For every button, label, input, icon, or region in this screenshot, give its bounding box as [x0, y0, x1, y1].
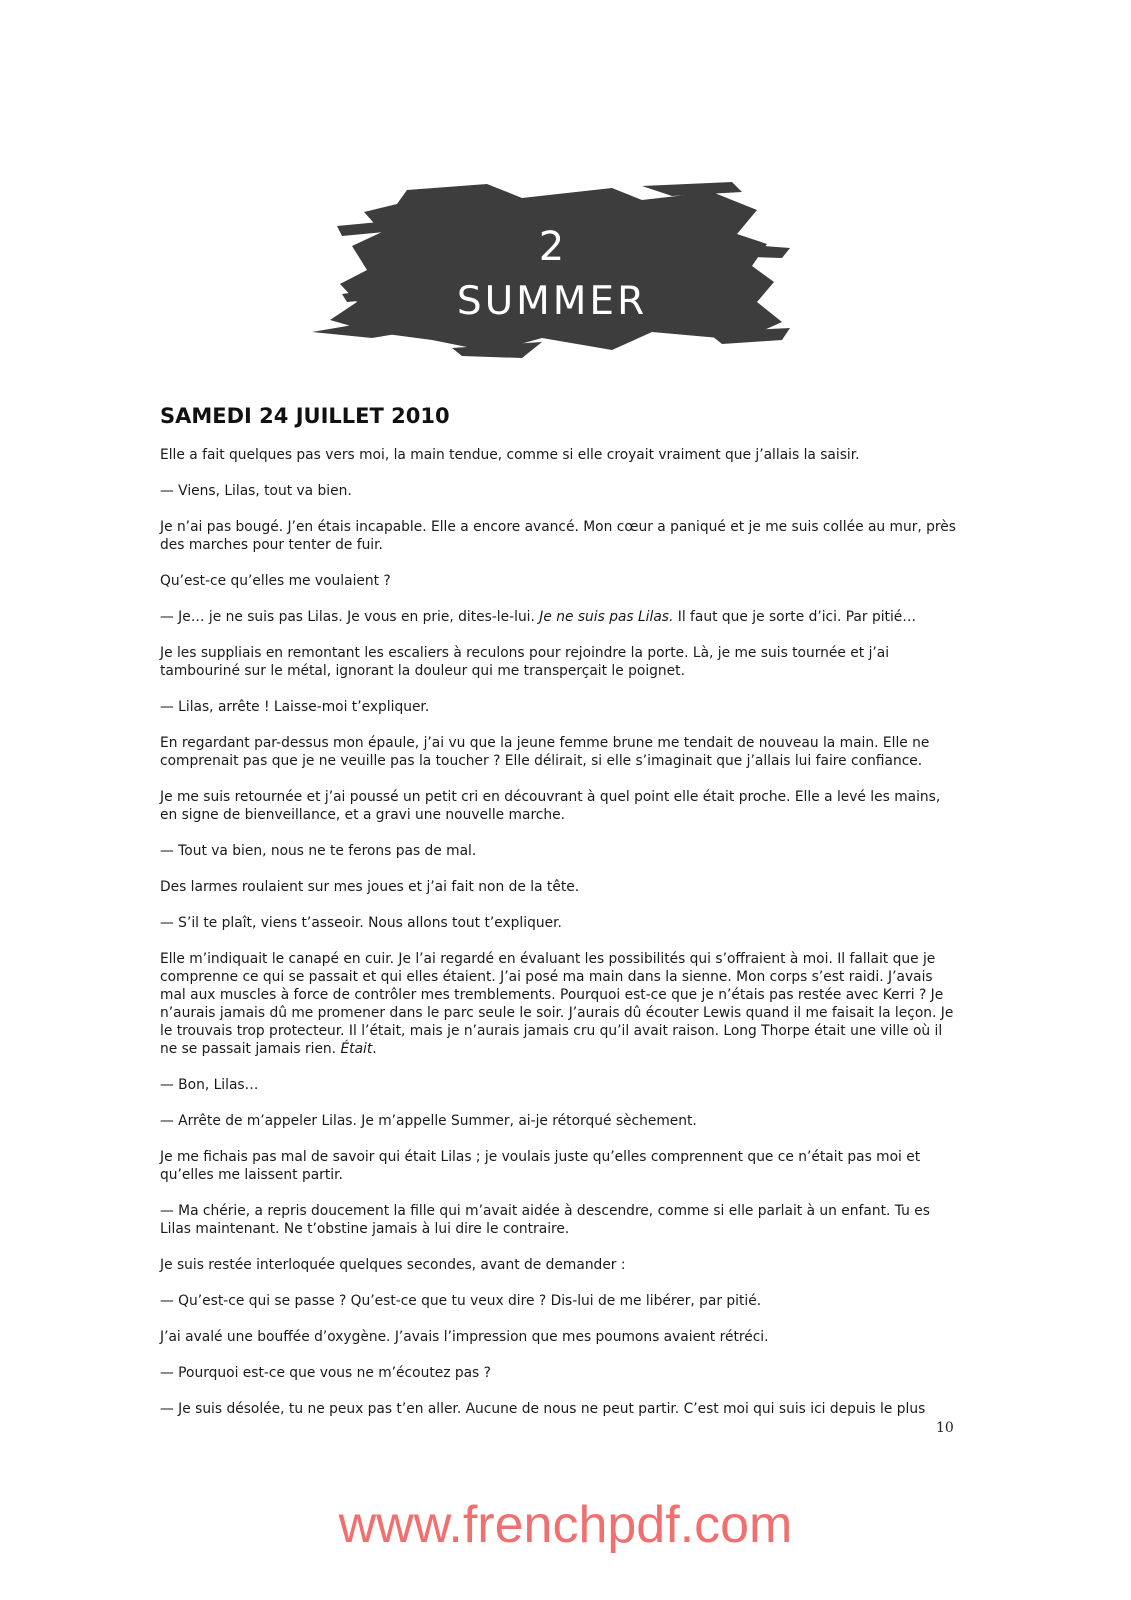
- paragraph: [160, 518, 960, 554]
- text-segment: — Je… je ne suis pas Lilas. Je vous en prie, dites-le-lui.: [160, 609, 540, 625]
- text-segment: Je les suppliais en remontant les escaliers à reculons pour rejoindre la porte. Là, je me suis tournée et j’ai tambouriné sur le métal, ignorant la douleur qui me transperçait le poignet.: [160, 645, 890, 679]
- paragraph: [160, 1148, 960, 1184]
- watermark-link[interactable]: www.frenchpdf.com: [338, 1496, 793, 1554]
- text-segment: .: [372, 1041, 377, 1057]
- text-segment: Je me suis retournée et j’ai poussé un petit cri en découvrant à quel point elle était proche. Elle a levé les mains, en signe de bienveillance, et a gravi une nouvelle marche.: [160, 789, 941, 823]
- paragraph: [160, 734, 960, 770]
- paragraph: [160, 1364, 960, 1382]
- text-segment: — Lilas, arrête ! Laisse-moi t’expliquer.: [160, 699, 430, 715]
- paragraph: [160, 842, 960, 860]
- text-segment: — S’il te plaît, viens t’asseoir. Nous allons tout t’expliquer.: [160, 915, 562, 931]
- paragraph: [160, 1292, 960, 1310]
- text-segment: — Ma chérie, a repris doucement la fille qui m’avait aidée à descendre, comme si elle parlait à un enfant. Tu es Lilas maintenant. Ne t’obstine jamais à lui dire le contraire.: [160, 1203, 930, 1237]
- paragraph: [160, 1328, 960, 1346]
- chapter-title: SUMMER: [456, 279, 648, 324]
- text-segment: Elle m’indiquait le canapé en cuir. Je l’ai regardé en évaluant les possibilités qui s’offraient à moi. Il fallait que je comprenne ce qui se passait et qui elles étaient. J’ai posé ma main dans la sienne. Mon corps s’est raidi. J’avais mal aux muscles à force de contrôler mes tremblements. Pourquoi est-ce que je n’étais pas restée avec Kerri ? Je n’aurais jamais dû me promener dans le parc seule le soir. J’aurais dû écouter Lewis quand il me faisait la leçon. Je le trouvais trop protecteur. Il l’était, mais je n’aurais jamais cru qu’il avait raison. Long Thorpe était une ville où il ne se passait jamais rien.: [160, 951, 954, 1057]
- paragraph: [160, 644, 960, 680]
- paragraph: [160, 878, 960, 896]
- paragraph: [160, 1112, 960, 1130]
- brush-stroke-graphic: [312, 182, 792, 360]
- page-number: 10: [936, 1420, 954, 1436]
- paragraph: [160, 608, 960, 626]
- paragraph: [160, 482, 960, 500]
- text-segment: Je n’ai pas bougé. J’en étais incapable. Elle a encore avancé. Mon cœur a paniqué et je me suis collée au mur, près des marches pour tenter de fuir.: [160, 519, 956, 553]
- text-segment: — Tout va bien, nous ne te ferons pas de mal.: [160, 843, 477, 859]
- text-segment: Elle a fait quelques pas vers moi, la main tendue, comme si elle croyait vraiment que j’allais la saisir.: [160, 447, 860, 463]
- text-segment: Des larmes roulaient sur mes joues et j’ai fait non de la tête.: [160, 879, 580, 895]
- paragraph: [160, 446, 960, 464]
- chapter-number: 2: [538, 224, 566, 270]
- text-segment: En regardant par-dessus mon épaule, j’ai vu que la jeune femme brune me tendait de nouveau la main. Elle ne comprenait pas que je ne veuille pas la toucher ? Elle délirait, si elle s’imaginait que j’allais lui faire confiance.: [160, 735, 930, 769]
- chapter-banner: [312, 182, 792, 360]
- paragraph: [160, 1202, 960, 1238]
- paragraph: [160, 1256, 960, 1274]
- text-segment: Qu’est-ce qu’elles me voulaient ?: [160, 573, 391, 589]
- date-heading: SAMEDI 24 JUILLET 2010: [160, 404, 450, 428]
- paragraph: [160, 788, 960, 824]
- paragraph: [160, 572, 960, 590]
- text-segment: — Viens, Lilas, tout va bien.: [160, 483, 352, 499]
- text-segment: — Bon, Lilas…: [160, 1077, 259, 1093]
- text-segment: — Arrête de m’appeler Lilas. Je m’appelle Summer, ai-je rétorqué sèchement.: [160, 1113, 697, 1129]
- text-segment: — Qu’est-ce qui se passe ? Qu’est-ce que tu veux dire ? Dis-lui de me libérer, par pitié.: [160, 1293, 762, 1309]
- body-text: [160, 446, 960, 1436]
- text-segment: — Pourquoi est-ce que vous ne m’écoutez pas ?: [160, 1365, 491, 1381]
- paragraph: [160, 914, 960, 932]
- text-segment: — Je suis désolée, tu ne peux pas t’en aller. Aucune de nous ne peut partir. C’est moi qui suis ici depuis le plus: [160, 1401, 926, 1417]
- text-segment: Je suis restée interloquée quelques secondes, avant de demander :: [160, 1257, 626, 1273]
- text-segment: Il faut que je sorte d’ici. Par pitié…: [673, 609, 917, 625]
- text-segment: Je me fichais pas mal de savoir qui était Lilas ; je voulais juste qu’elles comprennent que ce n’était pas moi et qu’elles me laissent partir.: [160, 1149, 921, 1183]
- paragraph: [160, 950, 960, 1058]
- text-segment: J’ai avalé une bouffée d’oxygène. J’avais l’impression que mes poumons avaient rétréci.: [160, 1329, 769, 1345]
- paragraph: [160, 698, 960, 716]
- paragraph: [160, 1076, 960, 1094]
- italic-text: Était: [340, 1041, 373, 1057]
- italic-text: Je ne suis pas Lilas.: [539, 609, 674, 625]
- paragraph: [160, 1400, 960, 1418]
